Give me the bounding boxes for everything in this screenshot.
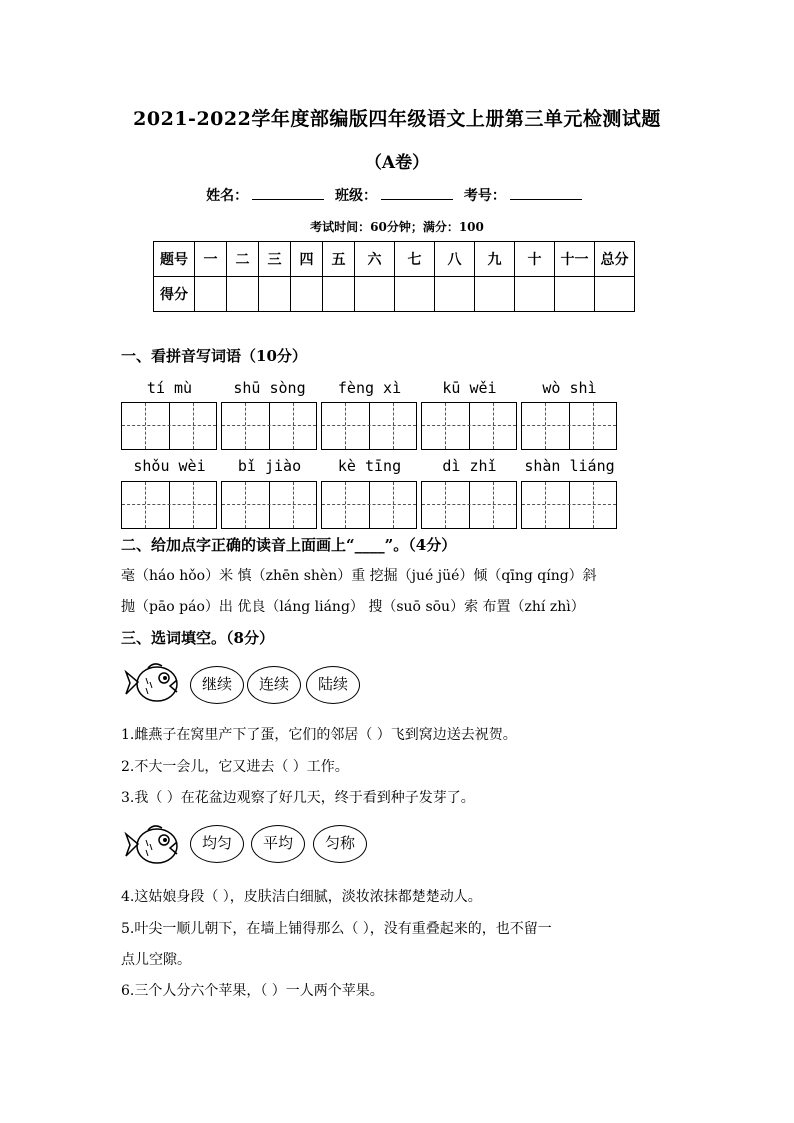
word-choice-bubble: 继续: [190, 666, 244, 704]
section1-title: 一、看拼音写词语（10分）: [121, 347, 307, 365]
writing-grid[interactable]: [221, 402, 317, 450]
score-cell[interactable]: [259, 277, 291, 312]
question-3: 3.我（ ）在花盆边观察了好几天，终于看到种子发芽了。: [121, 790, 475, 806]
score-header-cell: 一: [195, 242, 227, 277]
score-header-cell: 七: [395, 242, 435, 277]
page-subtitle: （A卷）: [364, 153, 430, 173]
writing-grid[interactable]: [221, 481, 317, 529]
question-5-continued: 点儿空隙。: [121, 952, 191, 968]
score-header-cell: 八: [435, 242, 475, 277]
writing-grid[interactable]: [521, 402, 617, 450]
pinyin-label: tí mù: [146, 379, 193, 397]
exam-no-label: 考号：: [463, 188, 506, 204]
word-choice-bubble: 陆续: [306, 666, 360, 704]
word-choice-bubble: 匀称: [313, 825, 367, 863]
section2-title: 二、给加点字正确的读音上面画上“____”。（4分）: [121, 536, 457, 554]
exam-no-field[interactable]: [510, 187, 582, 200]
pinyin-label: shū sòng: [233, 379, 306, 397]
score-cell[interactable]: [227, 277, 259, 312]
name-field[interactable]: [252, 187, 324, 200]
score-header-cell: 二: [227, 242, 259, 277]
student-info: [0, 185, 794, 205]
pronunciation-line-2: 抛（pāo páo）出 优良（láng liáng） 搜（suō sōu）索 布置（zhí zhì）: [121, 599, 585, 615]
pinyin-label: wò shì: [542, 379, 597, 397]
name-label: 姓名：: [206, 188, 249, 204]
pinyin-label: shàn liáng: [524, 457, 615, 475]
score-cell[interactable]: [435, 277, 475, 312]
exam-time-info: 考试时间：60分钟；满分：100: [310, 220, 484, 234]
writing-grid[interactable]: [121, 481, 217, 529]
question-5: 5.叶尖一顺儿朝下，在墙上铺得那么（ ），没有重叠起来的，也不留一: [121, 921, 552, 937]
pinyin-label: kè tīng: [337, 457, 402, 475]
pinyin-label: bǐ jiào: [237, 457, 302, 475]
section3-title: 三、选词填空。（8分）: [121, 629, 274, 647]
question-2: 2.不大一会儿，它又进去（ ）工作。: [121, 759, 349, 775]
score-header-cell: 总分: [595, 242, 635, 277]
pinyin-label: fèng xì: [337, 379, 402, 397]
score-header-cell: 五: [323, 242, 355, 277]
score-header-cell: 十: [515, 242, 555, 277]
class-field[interactable]: [381, 187, 453, 200]
score-cell[interactable]: [595, 277, 635, 312]
score-cell[interactable]: [291, 277, 323, 312]
score-cell[interactable]: [323, 277, 355, 312]
fish-icon: [124, 660, 186, 708]
word-choice-bubble: 平均: [251, 825, 305, 863]
word-choice-bubble: 连续: [247, 666, 301, 704]
pinyin-label: dì zhǐ: [442, 457, 497, 475]
pinyin-label: shǒu wèi: [133, 457, 206, 475]
class-label: 班级：: [335, 188, 377, 204]
score-cell[interactable]: [475, 277, 515, 312]
writing-grid[interactable]: [321, 402, 417, 450]
writing-grid[interactable]: [521, 481, 617, 529]
writing-grid[interactable]: [421, 481, 517, 529]
score-cell[interactable]: [555, 277, 595, 312]
page-title: 2021-2022学年度部编版四年级语文上册第三单元检测试题: [133, 108, 661, 130]
score-header-cell: 九: [475, 242, 515, 277]
writing-grid[interactable]: [121, 402, 217, 450]
question-6: 6.三个人分六个苹果，（ ）一人两个苹果。: [121, 983, 384, 999]
score-header-cell: 题号: [154, 242, 195, 277]
score-header-cell: 十一: [555, 242, 595, 277]
score-cell[interactable]: [395, 277, 435, 312]
score-table-header-row: [154, 242, 635, 277]
score-table-score-row: [154, 277, 635, 312]
writing-grid[interactable]: [321, 481, 417, 529]
word-choice-bubble: 均匀: [190, 825, 244, 863]
score-header-cell: 六: [355, 242, 395, 277]
fish-icon: [124, 822, 186, 870]
score-cell[interactable]: [355, 277, 395, 312]
question-4: 4.这姑娘身段（ ），皮肤洁白细腻，淡妆浓抹都楚楚动人。: [121, 889, 482, 905]
score-row-label: 得分: [154, 277, 195, 312]
score-header-cell: 三: [259, 242, 291, 277]
score-cell[interactable]: [515, 277, 555, 312]
pinyin-label: kū wěi: [442, 379, 497, 397]
score-table: [153, 241, 635, 312]
writing-grid[interactable]: [421, 402, 517, 450]
pronunciation-line-1: 毫（háo hǒo）米 慎（zhēn shèn）重 挖掘（jué jüé）倾（qīng qíng）斜: [121, 568, 597, 584]
score-header-cell: 四: [291, 242, 323, 277]
score-cell[interactable]: [195, 277, 227, 312]
question-1: 1.雌燕子在窝里产下了蛋，它们的邻居（ ）飞到窝边送去祝贺。: [121, 727, 517, 743]
